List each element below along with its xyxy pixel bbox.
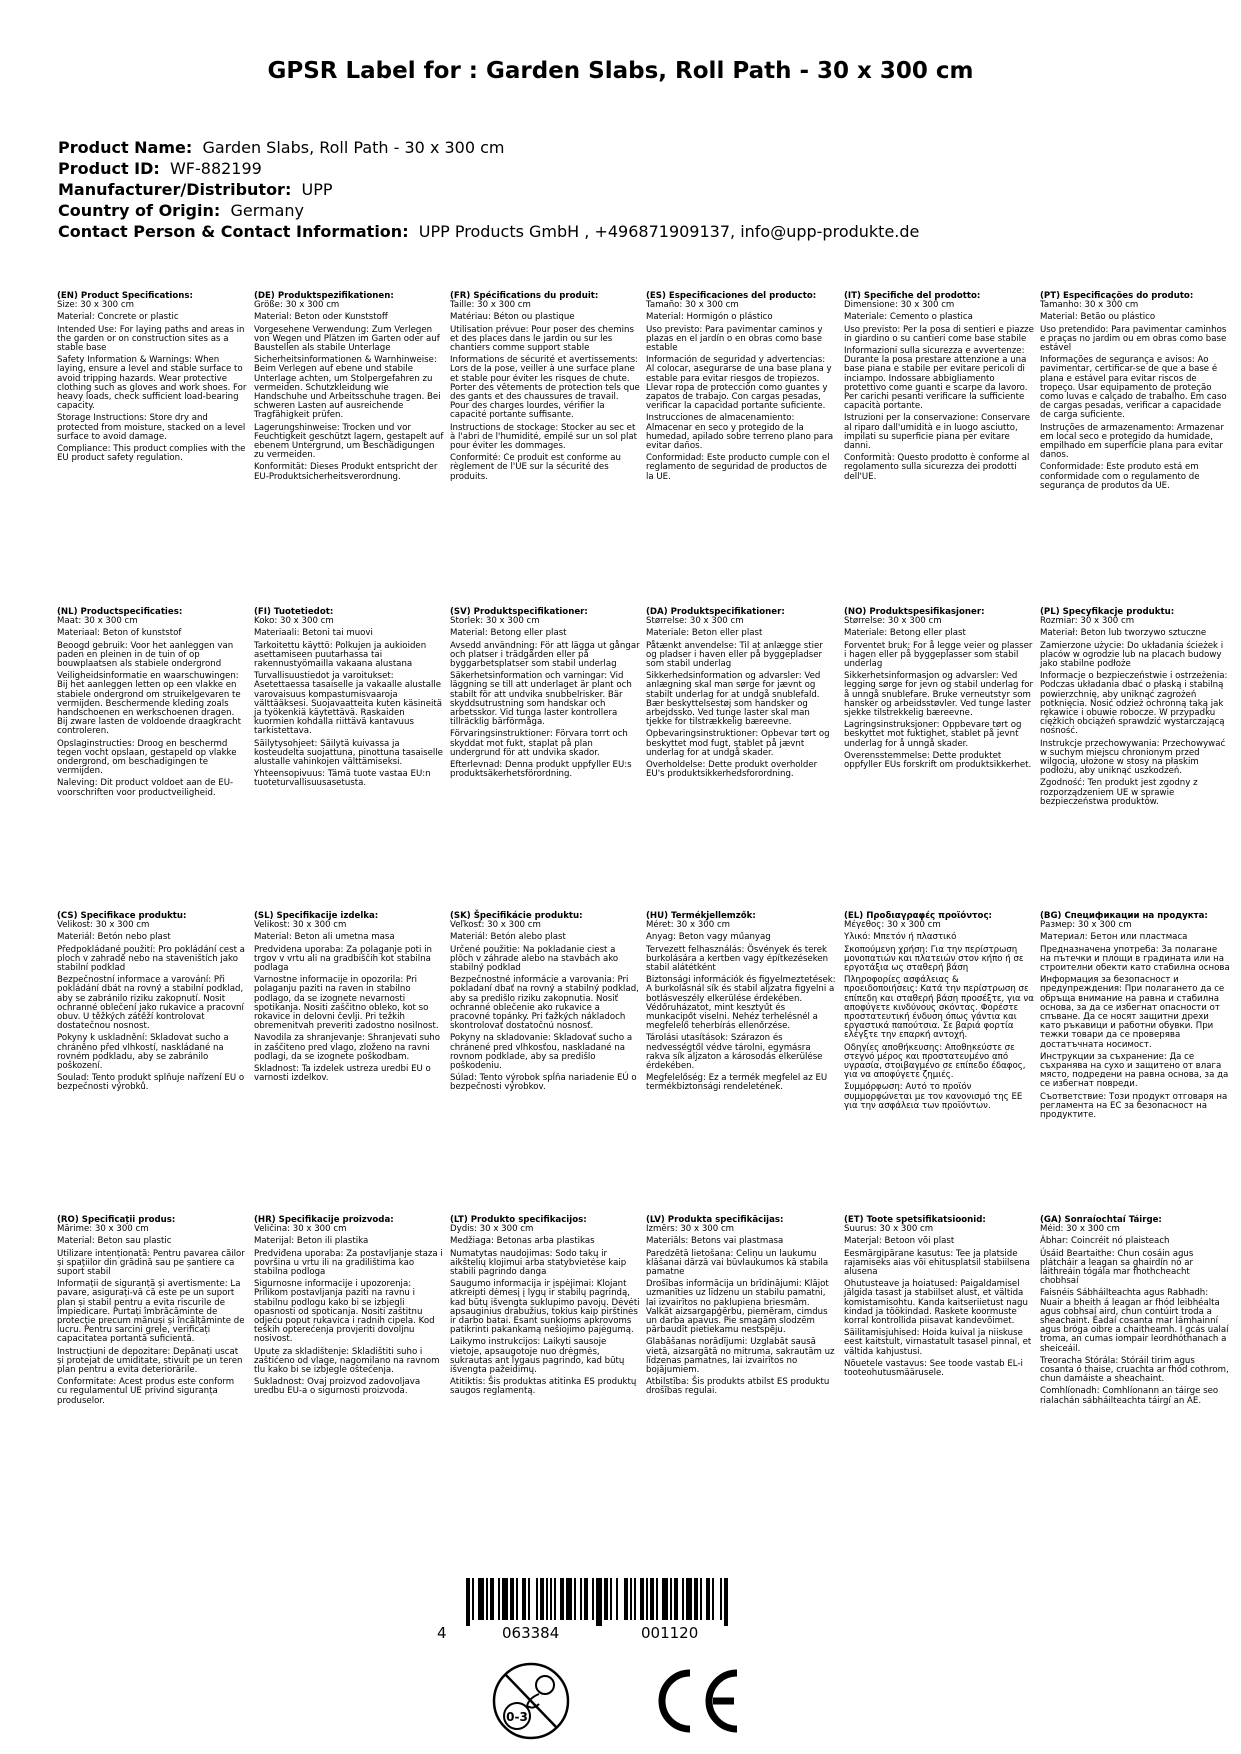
barcode-bar — [584, 1578, 588, 1620]
compliance-icons — [0, 1657, 1241, 1747]
not-for-0-3-years-icon — [494, 1664, 568, 1738]
spec-heading: (EN) Product Specifications: — [57, 291, 193, 301]
barcode-first-digit: 4 — [437, 1624, 447, 1642]
barcode-bar — [592, 1578, 594, 1620]
barcode-bar — [510, 1578, 514, 1620]
language-spec-block — [57, 912, 247, 1096]
spec-line: Sukladnost: Ovaj proizvod zadovoljava uredbu EU-a o sigurnosti proizvoda. — [254, 1377, 421, 1397]
spec-line: Medžiaga: Betonas arba plastikas — [450, 1236, 595, 1247]
spec-line: Conformità: Questo prodotto è conforme al regolamento sulla sicurezza dei prodotti dell'UE. — [844, 453, 1030, 482]
spec-line: Overensstemmelse: Dette produktet oppfyller EUs forskrift om produktsikkerhet. — [844, 750, 1032, 771]
spec-line: Lagerungshinweise: Trocken und vor Feuchtigkeit geschützt lagern, gestapelt auf ebenem Untergrund, um Beschädigungen zu vermeiden. — [254, 422, 444, 461]
spec-heading: (CS) Specifikace produktu: — [57, 911, 187, 921]
barcode-bar — [646, 1578, 648, 1620]
spec-line: Pokyny k uskladnění: Skladovat sucho a chráněno před vlhkostí, naskládané na rovném podkladu, aby se zabránilo poškození. — [57, 1033, 229, 1072]
spec-heading: (RO) Specificații produs: — [57, 1215, 176, 1225]
spec-heading: (SL) Specifikacije izdelka: — [254, 911, 379, 921]
barcode-bar — [700, 1578, 702, 1620]
spec-line: Forventet bruk: For å legge veier og plasser i hagen eller på byggeplasser som stabil underlag — [844, 640, 1033, 670]
spec-heading: (GA) Sonraíochtaí Táirge: — [1040, 1215, 1162, 1225]
language-spec-block — [1040, 608, 1230, 810]
language-spec-block — [646, 912, 836, 1096]
page-title: GPSR Label for : Garden Slabs, Roll Path - 30 x 300 cm — [267, 58, 974, 84]
spec-heading: (DE) Produktspezifikationen: — [254, 291, 394, 301]
spec-line: Megfelelőség: Ez a termék megfelel az EU termékbiztonsági rendeletének. — [646, 1073, 828, 1093]
spec-line: Yhteensopivuus: Tämä tuote vastaa EU:n tuoteturvallisuusasetusta. — [254, 769, 431, 789]
spec-line: Suurus: 30 x 300 cm — [844, 1224, 934, 1235]
spec-line: Předpokládané použití: Pro pokládání cest a ploch v zahradě nebo na staveništích jako stabilní podklad — [57, 944, 245, 974]
language-spec-block — [254, 1216, 444, 1400]
product-name-row — [58, 137, 1208, 158]
spec-line: Atitiktis: Šis produktas atitinka ES produktų saugos reglamentą. — [450, 1377, 637, 1397]
spec-line: Uso previsto: Per la posa di sentieri e piazze in giardino o su cantieri come base stabile — [844, 324, 1034, 344]
spec-line: Материал: Бетон или пластмаса — [1040, 932, 1188, 943]
spec-line: Treoracha Stórála: Stóráil tirim agus cosanta ó thaise, cruachta ar fhód cothrom, chun damáiste a sheachaint. — [1040, 1355, 1229, 1385]
contact-row — [58, 221, 1208, 242]
language-spec-block — [450, 292, 640, 485]
info-value: WF-882199 — [169, 159, 262, 178]
barcode-bar — [522, 1578, 526, 1620]
spec-line: Intended Use: For laying paths and areas in the garden or on construction sites as a stable base — [57, 324, 245, 354]
barcode-bar — [516, 1578, 518, 1620]
barcode-bar — [694, 1578, 698, 1620]
barcode-bar — [490, 1578, 494, 1620]
spec-line: Úsáid Beartaithe: Chun cosáin agus plátcháir a leagan sa ghairdín nó ar láithreáin tógála mar fhothcheacht chobhsaí — [1040, 1248, 1194, 1287]
spec-line: Ohutusteave ja hoiatused: Paigaldamisel jälgida tasast ja stabiilset alust, et vältida komistamisohtu. Kanda kaitseriietust nagu kindad ja töökindad. Raskete koormuste korral kontrollida piisavat kandevõimet. — [844, 1279, 1028, 1327]
spec-line: Uso pretendido: Para pavimentar caminhos e praças no jardim ou em obras como base estável — [1040, 324, 1227, 354]
spec-line: Bezpečnostní informace a varování: Při pokládání dbát na rovný a stabilní podklad, aby se zabránilo riziku zakopnutí. Nosit ochranné oblečení jako rukavice a pracovní obuv. U těžkých zátěží kontrolovat dostatečnou nosnost. — [57, 975, 244, 1032]
spec-line: Vorgesehene Verwendung: Zum Verlegen von Wegen und Plätzen im Garten oder auf Baustellen als stabile Unterlage — [254, 324, 440, 354]
spec-line: Instrucciones de almacenamiento: Almacenar en seco y protegido de la humedad, apilado sobre terreno plano para evitar daños. — [646, 413, 834, 452]
spec-line: Materiał: Beton lub tworzywo sztuczne — [1040, 628, 1207, 639]
spec-line: Soulad: Tento produkt splňuje nařízení EU o bezpečnosti výrobků. — [57, 1073, 245, 1093]
country-row — [58, 200, 1208, 221]
manufacturer-row — [58, 179, 1208, 200]
barcode-bar — [616, 1578, 618, 1620]
spec-line: Rozmiar: 30 x 300 cm — [1040, 616, 1135, 627]
barcode-bar — [574, 1578, 576, 1620]
barcode-bar — [686, 1578, 692, 1620]
spec-line: Säkerhetsinformation och varningar: Vid läggning se till att underlaget är plant och stabilt för att undvika snubbelrisker. Bär skyddsutrustning som handskar och arbetsskor. Vid tunga laster kontrollera tillräcklig bärförmåga. — [450, 671, 632, 728]
info-value: UPP Products GmbH , +496871909137, info@upp-produkte.de — [418, 222, 920, 241]
spec-heading: (LT) Produkto specifikacijos: — [450, 1215, 587, 1225]
spec-heading: (FR) Spécifications du produit: — [450, 291, 599, 301]
spec-line: Инструкции за съхранение: Да се съхранява на сухо и защитено от влага място, подредени на равна основа, за да се избегнат повреди. — [1040, 1051, 1229, 1090]
spec-line: Πληροφορίες ασφάλειας & προειδοποιήσεις: Κατά την περίστρωση σε επίπεδη και σταθερή βάση προσέξτε, για να αποφύγετε κινδύνους σκόντας. Φορέστε προστατευτική ένδυση όπως γάντια και εργαστικά παπούτσια. Σε βαριά φορτία ελέγξτε την επαρκή αντοχή. — [844, 975, 1034, 1041]
spec-line: Naleving: Dit product voldoet aan de EU-voorschriften voor productveiligheid. — [57, 778, 234, 798]
language-spec-block — [844, 292, 1034, 485]
ean-barcode — [0, 1578, 1241, 1626]
spec-line: Förvaringsinstruktioner: Förvara torrt och skyddat mot fukt, staplat på plan undergrund för att undvika skador. — [450, 729, 628, 758]
spec-line: Velikost: 30 x 300 cm — [254, 920, 347, 931]
spec-line: Sikkerhetsinformasjon og advarsler: Ved legging sørge for jevn og stabil underlag for å unngå snublefare. Bruke verneutstyr som hansker og arbeidsstøvler. Ved tunge laster sjekke tilstrekkelig bæreevne. — [844, 671, 1034, 719]
spec-line: Sigurnosne informacije i upozorenja: Prilikom postavljanja paziti na ravnu i stabilnu podlogu kako bi se izbjegli opasnosti od spoticanja. Nositi zaštitnu odjeću poput rukavica i radnih cipela. Kod teških opterećenja provjeriti dovoljnu nosivost. — [254, 1279, 435, 1345]
spec-line: Faisnéis Sábháilteachta agus Rabhadh: Nuair a bheith á leagan ar fhód leibhéalta agus cobhsaí aird, chun contúirt troda a sheachaint. Éadaí cosanta mar lámhainní agus bróga oibre a chaitheamh. I gcás ualaí troma, an cumas iompair leordhóthanach a sheiceáil. — [1040, 1288, 1229, 1354]
barcode-bar — [478, 1578, 484, 1620]
spec-line: Izmērs: 30 x 300 cm — [646, 1224, 735, 1235]
spec-heading: (IT) Specifiche del prodotto: — [844, 291, 981, 301]
barcode-bar — [650, 1578, 654, 1620]
spec-line: Μέγεθος: 30 x 300 cm — [844, 920, 941, 931]
spec-heading: (NO) Produktspesifikasjoner: — [844, 607, 985, 617]
spec-heading: (NL) Productspecificaties: — [57, 607, 183, 617]
spec-line: Avsedd användning: För att lägga ut gångar och platser i trädgården eller på byggarbetsplatser som stabil underlag — [450, 640, 640, 670]
spec-heading: (DA) Produktspecifikationer: — [646, 607, 785, 617]
spec-heading: (SK) Špecifikácie produktu: — [450, 911, 583, 921]
spec-line: Instrukcje przechowywania: Przechowywać w suchym miejscu chronionym przed wilgocią, ułożone w stosy na płaskim podłożu, aby uniknąć uszkodzeń. — [1040, 738, 1226, 777]
spec-line: Größe: 30 x 300 cm — [254, 300, 340, 311]
spec-line: Navodila za shranjevanje: Shranjevati suho in zaščiteno pred vlago, zloženo na ravni podlagi, da se izognete poškodbam. — [254, 1033, 441, 1062]
spec-line: Glabāšanas norādījumi: Uzglabāt sausā vietā, aizsargātā no mitruma, sakrautām uz līdzenas pamatnes, lai izvairītos no bojājumiem. — [646, 1337, 835, 1376]
spec-line: Informații de siguranță și avertismente: La pavare, asigurați-vă că este pe un suport plan și stabil pentru a evita riscurile de împiedicare. Purtați îmbrăcăminte de protecție precum mănuși și încălțăminte de lucru. Pentru sarcini grele, verificați capacitatea portantă suficientă. — [57, 1279, 245, 1345]
spec-line: Conformidade: Este produto está em conformidade com o regulamento de segurança de produtos da UE. — [1040, 462, 1200, 491]
language-spec-block — [844, 912, 1034, 1114]
age-label: 0-3 — [506, 1710, 528, 1724]
spec-line: Varnostne informacije in opozorila: Pri polaganju paziti na raven in stabilno podlago, da se izognete nevarnosti spotikanja. Nositi zaščitno obleko, kot so rokavice in delovni čevlji. Pri težkih obremenitvah preveriti zadostno nosilnost. — [254, 975, 439, 1032]
spec-line: Veľkosť: 30 x 300 cm — [450, 920, 541, 931]
info-label: Contact Person & Contact Information: — [58, 222, 409, 241]
spec-line: Material: Beton sau plastic — [57, 1236, 172, 1247]
barcode-bar — [546, 1578, 548, 1620]
spec-line: Compliance: This product complies with the EU product safety regulation. — [57, 444, 246, 464]
spec-line: Lagringsinstruksjoner: Oppbevare tørt og beskyttet mot fuktighet, stablet på jevnt underlag for å unngå skader. — [844, 720, 1022, 749]
spec-line: Tamaño: 30 x 300 cm — [646, 300, 739, 311]
spec-line: Størrelse: 30 x 300 cm — [646, 616, 744, 627]
spec-heading: (LV) Produkta specifikācijas: — [646, 1215, 784, 1225]
barcode-bar — [554, 1578, 556, 1620]
info-label: Country of Origin: — [58, 201, 221, 220]
barcode-bar — [596, 1578, 602, 1626]
info-value: Garden Slabs, Roll Path - 30 x 300 cm — [202, 138, 505, 157]
language-spec-block — [450, 608, 640, 782]
barcode-bar — [670, 1578, 672, 1620]
spec-line: Съответствие: Този продукт отговаря на регламента на ЕС за безопасност на продуктите. — [1040, 1091, 1228, 1121]
spec-line: Numatytas naudojimas: Sodo takų ir aikštelių klojimui arba statybvietėse kaip stabili pagrindo danga — [450, 1248, 627, 1278]
language-spec-block — [57, 292, 247, 466]
barcode-bar — [604, 1578, 608, 1620]
spec-line: Veiligheidsinformatie en waarschuwingen: Bij het aanleggen letten op een vlakke en stabiele ondergrond om struikelgevaren te vermijden. Beschermende kleding zoals handschoenen en werkschoenen dragen. Bij zware lasten de voldoende draagkracht controleren. — [57, 671, 241, 737]
spec-line: Tárolási utasítások: Szárazon és nedvességtől védve tárolni, egymásra rakva sík aljzaton a károsodás elkerülése érdekében. — [646, 1033, 823, 1072]
spec-line: Pokyny na skladovanie: Skladovať sucho a chránené pred vlhkosťou, naskladané na rovnom podklade, aby sa predišlo poškodeniu. — [450, 1033, 633, 1072]
info-label: Manufacturer/Distributor: — [58, 180, 292, 199]
spec-line: Instrucțiuni de depozitare: Depănați uscat și protejat de umiditate, stivuit pe un teren plan pentru a evita deteriorările. — [57, 1346, 243, 1376]
barcode-bar — [560, 1578, 564, 1620]
spec-line: Informações de segurança e avisos: Ao pavimentar, certificar-se de que a base é plana e estável para evitar riscos de tropeço. Usar equipamento de proteção como luvas e calçado de trabalho. Em caso de cargas pesadas, verificar a capacidade de carga suficiente. — [1040, 355, 1227, 421]
spec-line: Efterlevnad: Denna produkt uppfyller EU:s produktsäkerhetsförordning. — [450, 760, 632, 780]
spec-line: Anyag: Beton vagy műanyag — [646, 932, 771, 943]
language-spec-block — [57, 608, 247, 801]
language-spec-block — [646, 608, 836, 782]
barcode-bar — [634, 1578, 636, 1620]
spec-line: Méid: 30 x 300 cm — [1040, 1224, 1120, 1235]
barcode-bar — [536, 1578, 538, 1620]
barcode-bar — [724, 1578, 728, 1626]
spec-line: Material: Concrete or plastic — [57, 312, 179, 323]
spec-line: Informations de sécurité et avertissements: Lors de la pose, veiller à une surface plane et stable pour éviter les risques de chute. Porter des vêtements de protection tels que des gants et des chaussures de travail. Pour des charges lourdes, vérifier la capacité portante suffisante. — [450, 355, 640, 421]
language-spec-block — [1040, 1216, 1230, 1409]
language-spec-block — [450, 912, 640, 1096]
barcode-bar — [528, 1578, 530, 1620]
spec-line: Säilytysohjeet: Säilytä kuivassa ja kosteudelta suojattuna, pinottuna tasaiselle alustalle vahinkojen välttämiseksi. — [254, 738, 443, 768]
spec-line: Zamierzone użycie: Do układania ścieżek i placów w ogrodzie lub na placach budowy jako stabilne podłoże — [1040, 640, 1224, 670]
spec-heading: (ES) Especificaciones del producto: — [646, 291, 817, 301]
spec-line: Instruções de armazenamento: Armazenar em local seco e protegido da humidade, empilhado em superfície plana para evitar danos. — [1040, 422, 1224, 461]
spec-line: Atbilstība: Šis produkts atbilst ES produktu drošības regulai. — [646, 1377, 830, 1397]
spec-line: Dydis: 30 x 300 cm — [450, 1224, 534, 1235]
barcode-bar — [656, 1578, 658, 1620]
barcode-bar — [662, 1578, 668, 1620]
spec-line: Koko: 30 x 300 cm — [254, 616, 334, 627]
language-spec-block — [1040, 292, 1230, 494]
spec-line: Οδηγίες αποθήκευσης: Αποθηκεύστε σε στεγνό μέρος και προστατευμένο από υγρασία, στοιβαγμένο σε επίπεδο έδαφος, για να αποφύγετε ζημιές. — [844, 1042, 1026, 1081]
spec-line: Sikkerhedsinformation og advarsler: Ved anlægning skal man sørge for jævnt og stabilt underlag for at undgå snublefald. Bær beskyttelsestøj som handsker og arbejdssko. Ved tunge laster skal man tjekke for tilstrækkelig bæreevne. — [646, 671, 821, 728]
spec-line: Maat: 30 x 300 cm — [57, 616, 138, 627]
spec-line: Konformität: Dieses Produkt entspricht der EU-Produktsicherheitsverordnung. — [254, 462, 438, 482]
spec-line: Uso previsto: Para pavimentar caminos y plazas en el jardín o en obras como base estable — [646, 324, 823, 354]
spec-line: Opslaginstructies: Droog en beschermd tegen vocht opslaan, gestapeld op vlakke ondergrond, om beschadigingen te vermijden. — [57, 738, 237, 777]
language-spec-block — [57, 1216, 247, 1409]
spec-line: Material: Betão ou plástico — [1040, 312, 1156, 323]
spec-line: Säilitamisjuhised: Hoida kuival ja niiskuse eest kaitstult, virnastatult tasasel pinnal, et vältida kahjustusi. — [844, 1328, 1032, 1357]
barcode-bar — [498, 1578, 500, 1620]
barcode-bar — [550, 1578, 552, 1620]
language-spec-block — [844, 608, 1034, 773]
spec-line: Mărime: 30 x 300 cm — [57, 1224, 149, 1235]
spec-line: Size: 30 x 300 cm — [57, 300, 134, 311]
spec-line: Material: Beton oder Kunststoff — [254, 312, 388, 323]
spec-line: Informazioni sulla sicurezza e avvertenze: Durante la posa prestare attenzione a una base piana e stabile per evitare pericoli di inciampo. Indossare abbigliamento protettivo come guanti e scarpe da lavoro. Per carichi pesanti verificare la sufficiente capacità portante. — [844, 346, 1028, 412]
spec-line: Informacje o bezpieczeństwie i ostrzeżenia: Podczas układania dbać o płaską i stabilną powierzchnię, aby uniknąć zagrożeń potknięcia. Nosić odzież ochronną taką jak rękawice i obuwie robocze. W przypadku ciężkich obciążeń sprawdzić wystarczającą nośność. — [1040, 671, 1228, 737]
spec-line: Material: Beton ali umetna masa — [254, 932, 395, 943]
info-value: Germany — [230, 201, 304, 220]
spec-line: Upute za skladištenje: Skladištiti suho i zaštićeno od vlage, nagomilano na ravnom tlu kako bi se izbjegle oštećenja. — [254, 1346, 440, 1376]
spec-line: Materijal: Beton ili plastika — [254, 1236, 369, 1247]
language-spec-block — [646, 1216, 836, 1400]
info-label: Product ID: — [58, 159, 160, 178]
barcode-bar — [712, 1578, 714, 1620]
spec-line: Méret: 30 x 300 cm — [646, 920, 731, 931]
spec-line: Skladnost: Ta izdelek ustreza uredbi EU o varnosti izdelkov. — [254, 1064, 431, 1084]
spec-line: Taille: 30 x 300 cm — [450, 300, 531, 311]
spec-line: Materiál: Betón alebo plast — [450, 932, 566, 943]
spec-line: Συμμόρφωση: Αυτό το προϊόν συμμορφώνεται με τον κανονισμό της ΕΕ για την ασφάλεια των προϊόντων. — [844, 1082, 1023, 1111]
barcode-bar — [472, 1578, 474, 1620]
barcode-bar — [706, 1578, 710, 1620]
barcode-left-digits: 063384 — [502, 1624, 560, 1642]
spec-line: Súlad: Tento výrobok spĺňa nariadenie EÚ o bezpečnosti výrobkov. — [450, 1073, 637, 1093]
spec-line: Sicherheitsinformationen & Warnhinweise: Beim Verlegen auf ebene und stabile Unterlage achten, um Stolpergefahren zu vermeiden. Schutzkleidung wie Handschuhe und Arbeitsschuhe tragen. Bei schweren Lasten auf ausreichende Tragfähigkeit prüfen. — [254, 355, 441, 421]
spec-heading: (PL) Specyfikacje produktu: — [1040, 607, 1175, 617]
product-id-row — [58, 158, 1208, 179]
ce-mark-icon — [662, 1673, 737, 1729]
barcode-bar — [566, 1578, 572, 1620]
spec-line: Drošības informācija un brīdinājumi: Klājot uzmanīties uz līdzenu un stabilu pamatni, lai izvairītos no paklupiena briesmām. Valkāt aizsargapģērbu, piemēram, cimdus un darba apavus. Pie smagām slodzēm pārbaudīt pietiekamu nestspēju. — [646, 1279, 829, 1336]
spec-line: Materiale: Betong eller plast — [844, 628, 966, 639]
spec-heading: (HR) Specifikacije proizvoda: — [254, 1215, 394, 1225]
info-value: UPP — [301, 180, 333, 199]
spec-line: Storlek: 30 x 300 cm — [450, 616, 540, 627]
spec-heading: (BG) Спецификации на продукта: — [1040, 911, 1208, 921]
spec-line: Tarkoitettu käyttö: Polkujen ja aukioiden asettamiseen puutarhassa tai rakennustyömailla vakaana alustana — [254, 640, 427, 670]
spec-heading: (SV) Produktspecifikationer: — [450, 607, 588, 617]
spec-line: Materiāls: Betons vai plastmasa — [646, 1236, 784, 1247]
language-spec-block — [254, 912, 444, 1086]
spec-line: Istruzioni per la conservazione: Conservare al riparo dall'umidità e in luogo asciutto, impilati su superficie piana per evitare danni. — [844, 413, 1031, 452]
spec-line: Tamanho: 30 x 300 cm — [1040, 300, 1139, 311]
spec-heading: (EL) Προδιαγραφές προϊόντος: — [844, 911, 992, 921]
spec-line: Comhlíonadh: Comhlíonann an táirge seo rialachán sábháilteachta táirgí an AE. — [1040, 1386, 1219, 1406]
spec-line: Utilizare intenționată: Pentru pavarea căilor și spațiilor din grădină sau pe șantiere ca suport stabil — [57, 1248, 245, 1278]
spec-line: Laikymo instrukcijos: Laikyti sausoje vietoje, apsaugotoje nuo drėgmės, sukrautas ant lygaus pagrindo, kad būtų išvengta pažeidimų. — [450, 1337, 625, 1376]
barcode-bar — [720, 1578, 722, 1620]
language-spec-block — [1040, 912, 1230, 1123]
spec-line: Nõuetele vastavus: See toode vastab EL-i tooteohutusmäärusele. — [844, 1358, 1023, 1379]
spec-line: Размер: 30 x 300 cm — [1040, 920, 1132, 931]
spec-line: Predviđena uporaba: Za postavljanje staza i površina u vrtu ili na gradilištima kao stabilna podloga — [254, 1248, 443, 1278]
spec-line: Bezpečnostné informácie a varovania: Pri pokladaní dbať na rovný a stabilný podklad, aby sa predišlo riziku zakopnutia. Nosiť ochranné oblečenie ako rukavice a pracovné topánky. Pri ťažkých nákladoch skontrolovať dostatočnú nosnosť. — [450, 975, 639, 1032]
spec-line: Paredzētā lietošana: Celiņu un laukumu klāšanai dārzā vai būvlaukumos kā stabila pamatne — [646, 1248, 829, 1278]
spec-line: Storage Instructions: Store dry and protected from moisture, stacked on a level surface to avoid damage. — [57, 413, 246, 442]
spec-line: Instructions de stockage: Stocker au sec et à l'abri de l'humidité, empilé sur un sol plat pour éviter les dommages. — [450, 422, 638, 452]
spec-line: Zgodność: Ten produkt jest zgodny z rozporządzeniem UE w sprawie bezpieczeństwa produktów. — [1040, 778, 1198, 807]
spec-line: Overholdelse: Dette produkt overholder EU's produktsikkerhedsforordning. — [646, 760, 818, 780]
spec-line: Ábhar: Coincréit nó plaisteach — [1040, 1236, 1170, 1247]
spec-heading: (PT) Especificações do produto: — [1040, 291, 1194, 301]
barcode-bar — [624, 1578, 628, 1620]
spec-line: Matériau: Béton ou plastique — [450, 312, 575, 323]
spec-line: Materjal: Betoon või plast — [844, 1236, 955, 1247]
spec-line: Materiaal: Beton of kunststof — [57, 628, 182, 639]
language-spec-block — [450, 1216, 640, 1400]
barcode-bar — [610, 1578, 612, 1620]
spec-line: Saugumo informacija ir įspėjimai: Klojant atkreipti dėmesį į lygų ir stabilų pagrindą, kad būtų išvengta suklupimo pavojų. Dėvėti apsauginius drabužius, tokius kaip pirštinės ir darbo batai. Esant sunkioms apkrovoms patikrinti pakankamą nešiojimo pajėgumą. — [450, 1279, 640, 1336]
barcode-bar — [630, 1578, 632, 1620]
spec-line: Beoogd gebruik: Voor het aanleggen van paden en pleinen in de tuin of op bouwplaatsen als stabiele ondergrond — [57, 640, 234, 670]
spec-line: Materiál: Betón nebo plast — [57, 932, 171, 943]
spec-line: Materiale: Beton eller plast — [646, 628, 763, 639]
spec-line: Material: Betong eller plast — [450, 628, 567, 639]
spec-heading: (ET) Toote spetsifikatsioonid: — [844, 1215, 986, 1225]
spec-heading: (HU) Termékjellemzők: — [646, 911, 756, 921]
barcode-bar — [580, 1578, 582, 1620]
spec-line: Materiale: Cemento o plastica — [844, 312, 973, 323]
barcode-bar — [540, 1578, 544, 1620]
spec-line: Opbevaringsinstruktioner: Opbevar tørt og beskyttet mod fugt, stablet på jævnt underlag for at undgå skader. — [646, 729, 830, 758]
info-label: Product Name: — [58, 138, 193, 157]
spec-line: Biztonsági információk és figyelmeztetések: A burkolásnál sík és stabil aljzatra figyelni a botlásveszély elkerülése érdekében. Védőruházatot, mint kesztyűt és munkacipőt viselni. Nehéz terhelésnél a megfelelő teherbírás ellenőrzése. — [646, 975, 836, 1032]
barcode-bar — [682, 1578, 684, 1620]
spec-line: Dimensione: 30 x 300 cm — [844, 300, 955, 311]
spec-line: Størrelse: 30 x 300 cm — [844, 616, 942, 627]
spec-line: Eesmärgipärane kasutus: Tee ja platside rajamiseks aias või ehitusplatsil stabiilsena alusena — [844, 1248, 1030, 1278]
language-spec-block — [844, 1216, 1034, 1381]
spec-heading: (FI) Tuotetiedot: — [254, 607, 334, 617]
barcode-bar — [674, 1578, 678, 1620]
spec-line: Conformité: Ce produit est conforme au règlement de l'UE sur la sécurité des produits. — [450, 453, 621, 482]
spec-line: Σκοπούμενη χρήση: Για την περίστρωση μονοπατιών και πλατειών στον κήπο ή σε εργοτάξια ως σταθερή βάση — [844, 944, 1024, 974]
spec-line: Tervezett felhasználás: Ösvények és terek burkolására a kertben vagy építkezéseken stabil alátétként — [646, 944, 829, 974]
barcode-bar — [502, 1578, 508, 1620]
spec-line: Информация за безопасност и предупреждения: При полагането да се обръща внимание на равна и стабилна основа, за да се избегнат опасности от спъване. Да се носят защитни дрехи като ръкавици и работни обувки. При тежки товари да се проверява достатъчната носимост. — [1040, 975, 1225, 1050]
spec-line: Предназначена употреба: За полагане на пътечки и площи в градината или на строителни обекти като стабилна основа — [1040, 944, 1230, 974]
spec-line: Material: Hormigón o plástico — [646, 312, 773, 323]
spec-line: Información de seguridad y advertencias: Al colocar, asegurarse de una base plana y estable para evitar riesgos de tropiezos. Llevar ropa de protección como guantes y zapatos de trabajo. Con cargas pesadas, verificar la capacidad portante suficiente. — [646, 355, 832, 412]
barcode-bar — [466, 1578, 470, 1626]
spec-line: Turvallisuustiedot ja varoitukset: Asetettaessa tasaiselle ja vakaalle alustalle varovaisuus kompastumisvaaroja välttääksesi. Suojavaatteita kuten käsineitä ja työkenkiä käytettävä. Raskaiden kuormien kohdalla riittävä kantavuus tarkistettava. — [254, 671, 443, 737]
spec-line: Určené použitie: Na pokladanie ciest a plôch v záhrade alebo na stavbách ako stabilný podklad — [450, 944, 619, 974]
spec-line: Veličina: 30 x 300 cm — [254, 1224, 347, 1235]
language-spec-block — [254, 608, 444, 792]
spec-line: Velikost: 30 x 300 cm — [57, 920, 150, 931]
barcode-bar — [640, 1578, 644, 1620]
barcode-right-digits: 001120 — [641, 1624, 699, 1642]
spec-line: Utilisation prévue: Pour poser des chemins et des places dans le jardin ou sur les chantiers comme support stable — [450, 324, 634, 354]
spec-line: Safety Information & Warnings: When laying, ensure a level and stable surface to avoid tripping hazards. Wear protective clothing such as gloves and work shoes. For heavy loads, check sufficient load-bearing capacity. — [57, 355, 247, 412]
language-spec-block — [646, 292, 836, 485]
spec-line: Predvidena uporaba: Za polaganje poti in trgov v vrtu ali na gradbiščih kot stabilna podlaga — [254, 944, 432, 974]
spec-line: Påtænkt anvendelse: Til at anlægge stier og pladser i haven eller på byggepladser som stabil underlag — [646, 640, 823, 670]
product-info — [58, 137, 1208, 242]
spec-line: Materiaali: Betoni tai muovi — [254, 628, 373, 639]
barcode-bar — [486, 1578, 488, 1620]
spec-line: Υλικό: Μπετόν ή πλαστικό — [844, 932, 957, 943]
spec-line: Conformidad: Este producto cumple con el reglamento de seguridad de productos de la UE. — [646, 453, 830, 482]
spec-line: Conformitate: Acest produs este conform cu regulamentul UE privind siguranța produselor. — [57, 1377, 235, 1406]
language-spec-block — [254, 292, 444, 485]
